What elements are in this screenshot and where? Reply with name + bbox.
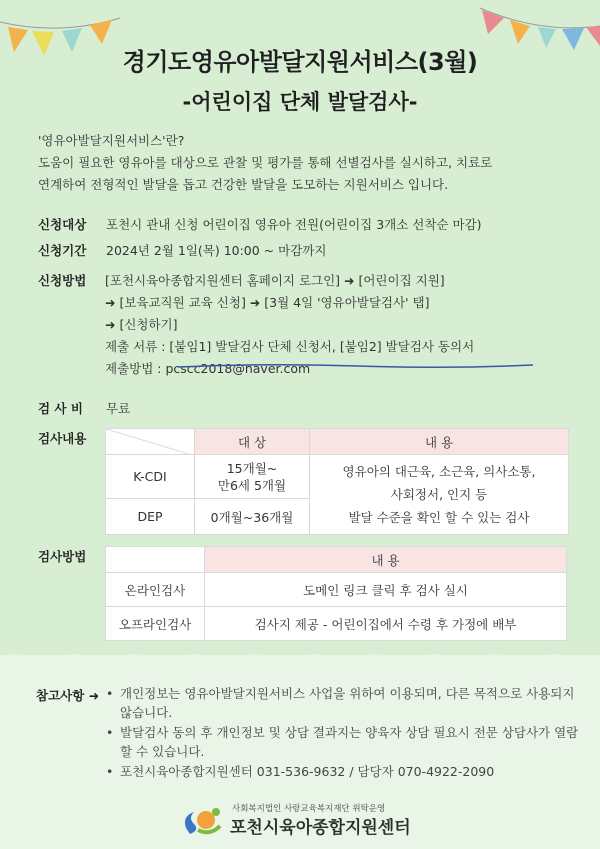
- fee-row: [38, 398, 131, 420]
- header-target: 대 상: [195, 429, 310, 455]
- content-table-label: 검사내용: [38, 431, 87, 446]
- content-table-label-row: [38, 428, 86, 450]
- period-value: 2024년 2월 1일(목) 10:00 ~ 마감까지: [106, 243, 327, 258]
- content-table: [105, 428, 569, 535]
- method-step: [포천시육아종합지원센터 홈페이지 로그인] ➜ [어린이집 지원]: [105, 273, 445, 288]
- method-step: ➜ [보육교직원 교육 신청] ➜ [3월 4일 '영유아발달검사' 탭]: [105, 295, 430, 310]
- test-target: 15개월~ 만6세 5개월: [195, 455, 310, 499]
- page-title: 경기도영유아발달지원서비스(3월): [122, 48, 478, 76]
- intro-line: 도움이 필요한 영유아를 대상으로 관찰 및 평가를 통해 선별검사를 실시하고, 치료로: [38, 155, 493, 170]
- method-label: 신청방법: [38, 273, 87, 288]
- header-content: 내 용: [310, 429, 569, 455]
- method-name: 오프라인검사: [106, 607, 205, 641]
- fee-value: 무료: [106, 401, 131, 416]
- method-table-label-row: [38, 546, 86, 568]
- test-name: K-CDI: [106, 455, 195, 499]
- note-item: • 포천시육아종합지원센터 031-536-9632 / 담당자 070-4922-2090: [106, 762, 586, 781]
- highlight-underline: [178, 363, 533, 369]
- target-value: 포천시 관내 신청 어린이집 영유아 전원(어린이집 3개소 선착순 마감): [106, 217, 482, 232]
- logo-subtext: 사회복지법인 사랑교육복지재단 위탁운영: [232, 804, 386, 814]
- intro-line: 연계하여 전형적인 발달을 돕고 건강한 발달을 도모하는 지원서비스 입니다.: [38, 177, 449, 192]
- header-content: 내 용: [205, 547, 567, 573]
- logo-text: 포천시육아종합지원센터: [230, 818, 411, 838]
- target-row: [38, 214, 482, 236]
- test-target: 0개월~36개월: [195, 499, 310, 535]
- intro-line: '영유아발달지원서비스'란?: [38, 133, 185, 148]
- center-logo: [180, 800, 440, 840]
- test-name: DEP: [106, 499, 195, 535]
- method-content: 검사지 제공 - 어린이집에서 수령 후 가정에 배부: [205, 607, 567, 641]
- submission-docs: 제출 서류 : [붙임1] 발달검사 단체 신청서, [붙임2] 발달검사 동의서: [105, 339, 475, 354]
- submission-email[interactable]: 제출방법 : pcscc2018@naver.com: [105, 361, 311, 376]
- notes-list: [106, 684, 586, 782]
- method-row: [38, 270, 86, 292]
- note-item: • 개인정보는 영유아발달지원서비스 사업을 위하여 이용되며, 다른 목적으로 사용되지 않습니다.: [106, 684, 586, 722]
- fee-label: 검 사 비: [38, 401, 83, 416]
- diagonal-line: [106, 429, 192, 455]
- period-label: 신청기간: [38, 243, 87, 258]
- method-content: 도메인 링크 클릭 후 검사 실시: [205, 573, 567, 607]
- table-corner-cell: [106, 547, 205, 573]
- method-step: ➜ [신청하기]: [105, 317, 178, 332]
- method-table: [105, 546, 567, 641]
- page-subtitle: -어린이집 단체 발달검사-: [182, 90, 418, 114]
- logo-icon: [180, 802, 224, 838]
- notes-label-text: 참고사항: [36, 688, 85, 703]
- target-label: 신청대상: [38, 217, 87, 232]
- method-table-label: 검사방법: [38, 549, 87, 564]
- test-description: 영유아의 대근육, 소근육, 의사소통, 사회정서, 인지 등 발달 수준을 확인 할 수 있는 검사: [310, 455, 569, 535]
- table-corner-cell: [106, 429, 195, 455]
- period-row: [38, 240, 327, 262]
- note-item: • 발달검사 동의 후 개인정보 및 상담 결과지는 양육자 상담 필요시 전문 상담사가 열람 할 수 있습니다.: [106, 723, 586, 761]
- intro-text: [38, 130, 578, 196]
- notes-label: 참고사항 ➜: [36, 688, 100, 703]
- method-name: 온라인검사: [106, 573, 205, 607]
